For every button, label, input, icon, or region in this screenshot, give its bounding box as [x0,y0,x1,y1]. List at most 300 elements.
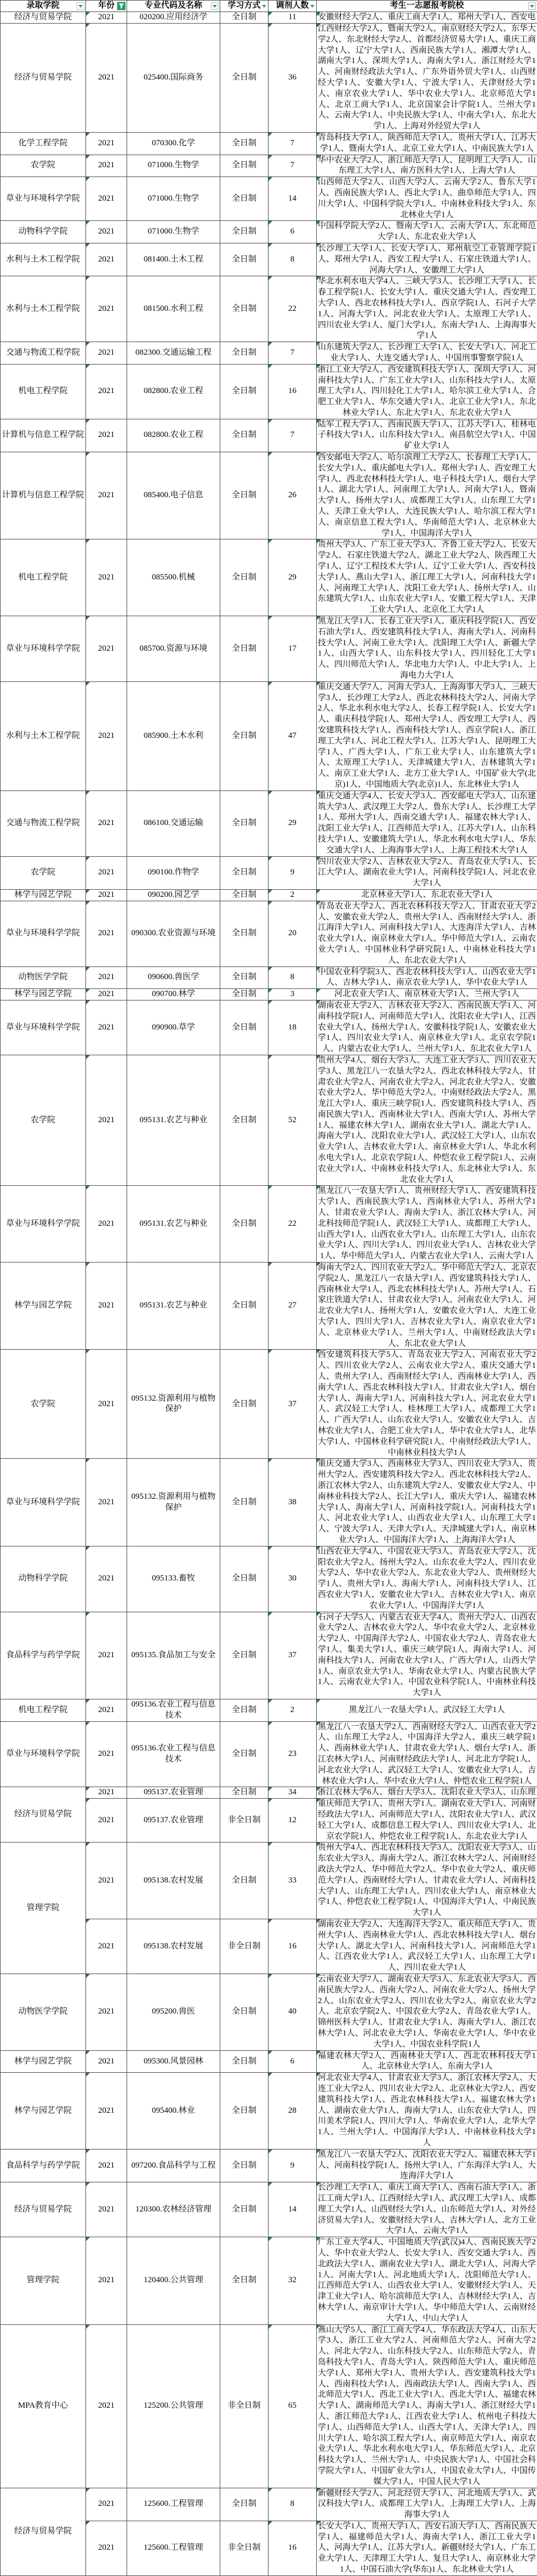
cell-corner-flag-icon [317,2521,321,2525]
column-header-label: 调剂人数 [276,1,309,10]
cell-college [1,1459,86,1546]
cell-year-text: 2021 [98,990,115,998]
cell-corner-flag-icon [317,989,321,993]
cell-year [86,132,127,155]
cell-corner-flag-icon [317,2237,321,2241]
cell-college [1,1000,86,1055]
cell-year-text: 2021 [98,2161,115,2170]
cell-major-code-name-text: 081400.土木工程 [144,255,203,264]
column-header-label: 学习方式 [227,1,260,10]
cell-college [1,419,86,452]
cell-transfer-count-text: 26 [288,491,296,499]
cell-major-code-name [127,1787,220,1799]
cell-transfer-count [268,1721,317,1787]
cell-first-choice-schools [317,791,537,856]
cell-corner-flag-icon [86,2051,90,2055]
cell-college-text: MPA教育中心 [18,2401,68,2410]
cell-major-code-name-text: 125200.公共管理 [144,2401,203,2410]
cell-year [86,1186,127,1263]
cell-study-mode [220,155,268,177]
cell-college-text: 化学工程学院 [18,139,67,147]
cell-transfer-count [268,2488,317,2521]
cell-corner-flag-icon [86,791,90,795]
cell-corner-flag-icon [317,2488,321,2492]
cell-year-text: 2021 [98,2057,115,2066]
cell-corner-flag-icon [268,1459,272,1463]
cell-transfer-count-text: 22 [288,304,296,313]
cell-first-choice-schools-text: 山西农业大学4人、中国农业大学3人、青岛农业大学2人、沈阳农业大学2人、扬州大学2人、山东农业大学2人、四川农业大学2人、华中农业大学2人、东北农业大学2人、贵州财经大学1人、贵州大学1人、海南大学1人、河南科技大学1人、江西农业大学1人、安徽农业大学1人、吉林农业大学1人、南京农业大学1人、中国海洋大学1人 [318,1547,536,1610]
cell-first-choice-schools-text: 中国科学院大学2人、暨南大学1人、云南大学1人、东北师范大学1人、东北农业大学1人 [318,221,536,241]
cell-corner-flag-icon [268,890,272,894]
cell-first-choice-schools [317,364,537,419]
cell-college-text: 农学院 [31,868,55,877]
table-row [1,419,537,452]
cell-college-text: 农学院 [31,161,55,169]
cell-year [86,2521,127,2575]
cell-corner-flag-icon [86,2237,90,2241]
cell-year-text: 2021 [98,255,115,264]
cell-major-code-name [127,1055,220,1186]
cell-year [86,1459,127,1546]
cell-year-text: 2021 [98,731,115,740]
cell-transfer-count [268,1000,317,1055]
table-row [1,177,537,221]
cell-year-text: 2021 [98,13,115,21]
cell-college [1,1546,86,1612]
cell-study-mode [220,1350,268,1459]
cell-study-mode [220,2050,268,2073]
cell-corner-flag-icon [86,1546,90,1550]
table-row [1,452,537,539]
chevron-down-icon [310,5,315,8]
cell-study-mode [220,419,268,452]
cell-study-mode-text: 全日制 [232,1788,256,1796]
cell-major-code-name-text: 025400.国际商务 [144,73,203,82]
cell-year [86,1546,127,1612]
cell-corner-flag-icon [268,1000,272,1004]
cell-year [86,1799,127,1843]
cell-year [86,1699,127,1721]
cell-year [86,616,127,682]
cell-study-mode-text: 全日制 [232,2106,256,2115]
cell-first-choice-schools [317,2073,537,2149]
cell-major-code-name-text: 070300.化学 [152,139,195,147]
cell-major-code-name-text: 125600.工程管理 [144,2543,203,2552]
cell-major-code-name-text: 095135.食品加工与安全 [132,1651,216,1659]
cell-year [86,791,127,856]
cell-year-text: 2021 [98,818,115,827]
cell-college-text: 水利与土木工程学院 [6,731,80,740]
cell-corner-flag-icon [317,1546,321,1550]
cell-first-choice-schools-text: 长沙理工大学1人、长安大学1人、郑州航空工业管理学院1人、郑州大学1人、西安工程大学1人、石家庄铁道大学1人、河海大学1人、安徽理工大学1人 [318,244,536,275]
cell-corner-flag-icon [268,791,272,795]
cell-corner-flag-icon [317,2182,321,2186]
cell-study-mode-text: 全日制 [232,573,256,582]
cell-college-text: 机电工程学院 [18,1705,67,1714]
cell-corner-flag-icon [268,1919,272,1923]
cell-study-mode-text: 全日制 [232,139,256,147]
cell-first-choice-schools-text: 石河子大学5人、内蒙古农业大学4人、贵州大学2人、山西农业大学2人、吉林农业大学2人、华中农业大学2人、北京林业大学2人、中国海洋大学2人、中国农业大学2人、青岛农业大学1人、集美大学1人、重庆三峡学院1人、海南大学1人、河南科技大学1人、河南农业大学1人、广西大学1人、山西大学1人、南京农业大学1人、华南农业大学1人、内蒙古民族大学1人、云南农业大学1人、中国农业科学院1人、中南林业科技大学1人 [318,1613,536,1698]
cell-college-text: 计算机与信息工程学院 [2,430,84,439]
cell-corner-flag-icon [268,1799,272,1802]
table-row [1,539,537,616]
cell-college-text: 草业与环境科学学院 [6,1749,80,1758]
cell-transfer-count-text: 18 [288,1023,296,1032]
cell-first-choice-schools-text: 广东工业大学4人、中国地质大学(武汉)4人、西南民族大学2人、华中农业大学2人、长安大学1人、西安交通大学1人、西北政法大学1人、湖南农业大学1人、湖北大学1人、河海大学1人、河南大学1人、河北地质大学1人、沈阳师范大学1人、江西师范大学1人、山西农业大学1人、安徽财经大学1人、天津工业大学1人、哈尔滨师范大学1人、吉林财经大学1人、吉林大学1人、南京审计大学1人、华中师范大学1人、云南财经大学1人、中山大学1人 [318,2238,536,2323]
cell-first-choice-schools [317,132,537,155]
cell-college [1,681,86,791]
filter-dropdown-icon[interactable] [77,2,84,10]
cell-college-text: 动物医学学院 [18,973,67,981]
table-row [1,1350,537,1459]
cell-major-code-name [127,276,220,342]
cell-corner-flag-icon [317,1699,321,1703]
cell-study-mode-text: 全日制 [232,491,256,499]
cell-study-mode-text: 全日制 [232,868,256,877]
cell-first-choice-schools [317,1055,537,1186]
cell-study-mode-text: 全日制 [232,386,256,395]
cell-major-code-name [127,539,220,616]
cell-year-text: 2021 [98,227,115,236]
cell-corner-flag-icon [86,2325,90,2329]
cell-first-choice-schools-text: 西安邮电大学2人、哈尔滨理工大学2人、长春理工大学1人、长安大学1人、重庆邮电大学1人、郑州大学1人、西安理工大学1人、西北农林科技大学1人、电子科技大学1人、烟台大学1人、湖北大学1人、河南理工大学1人、河南大学1人、暨南大学1人、扬州大学1人、成都理工大学1人、山东理工大学1人、天津工业大学1人、大连民族大学1人、哈尔滨工程大学1人、南京信息工程大学1人、华南师范大学1人、北京林业大学1人、中国海洋大学1人 [318,453,536,538]
cell-first-choice-schools-text: 安徽财经大学2人、重庆工商大学1人、郑州大学1人、西安电 [318,13,536,21]
cell-transfer-count-text: 8 [290,973,295,981]
cell-major-code-name [127,681,220,791]
cell-major-code-name-text: 095300.风景园林 [144,2057,203,2066]
cell-transfer-count-text: 29 [288,818,296,827]
cell-year-text: 2021 [98,1400,115,1408]
cell-year-text: 2021 [98,929,115,937]
cell-transfer-count [268,791,317,856]
cell-college-text: 经济与贸易学院 [14,2527,72,2535]
cell-college [1,155,86,177]
cell-corner-flag-icon [317,24,321,27]
cell-corner-flag-icon [268,12,272,16]
cell-corner-flag-icon [86,365,90,368]
cell-transfer-count-text: 34 [288,1788,296,1796]
cell-major-code-name [127,616,220,682]
cell-corner-flag-icon [86,452,90,456]
column-header-5 [268,1,317,12]
cell-study-mode [220,177,268,221]
cell-study-mode [220,1546,268,1612]
cell-study-mode-text: 全日制 [232,1749,256,1758]
cell-year [86,1612,127,1699]
cell-transfer-count-text: 22 [288,1219,296,1228]
cell-corner-flag-icon [86,12,90,16]
cell-first-choice-schools [317,2324,537,2488]
cell-study-mode-text: 全日制 [232,1400,256,1408]
cell-year [86,681,127,791]
cell-major-code-name-text: 081500.水利工程 [144,304,203,313]
cell-study-mode [220,2149,268,2182]
cell-transfer-count [268,342,317,365]
cell-corner-flag-icon [268,419,272,423]
cell-study-mode [220,24,268,133]
cell-corner-flag-icon [317,2149,321,2153]
cell-corner-flag-icon [86,133,90,137]
cell-corner-flag-icon [86,890,90,894]
cell-study-mode-text: 全日制 [232,348,256,357]
cell-transfer-count-text: 2 [290,890,295,899]
filter-dropdown-icon[interactable] [528,2,536,10]
cell-first-choice-schools [317,2521,537,2575]
cell-first-choice-schools-text: 贵州大学4人、烟台大学3人、大连工业大学3人、四川农业大学3人、黑龙江八一农垦大学2人、西北农林科技大学2人、甘肃农业大学2人、河南农业大学2人、河北农业大学2人、安徽农业大学2人、华中师范大学2人、中南财经政法大学2人、黑龙江大学1人、重庆三峡学院1人、西安建筑科技大学1人、西南民族大学1人、西南林业大学1人、西南大学1人、苏州大学1人、福建农林大学1人、湖南农业大学1人、湖北大学1人、海南大学1人、沈阳农业大学1人、武汉轻工大学1人、山东农业大学1人、吉林农业大学1人、南京林业大学1人、华北水利水电大学1人、北京农学院1人、仲恺农业工程学院1人、云南农业大学1人、中南林业科技大学1人、东北林业大学1人、东北农业大学1人 [318,1056,536,1184]
cell-major-code-name [127,155,220,177]
cell-first-choice-schools [317,2237,537,2324]
table-row [1,1843,537,1919]
cell-first-choice-schools-text: 贵州大学3人、广东工业大学3人、齐鲁工业大学2人、长安大学2人、石家庄铁道大学2人、湖北工业大学2人、陕西理工大学1人、辽宁工程技术大学1人、辽宁工业大学1人、西安科技大学1人、燕山大学1人、浙江理工大学1人、河南科技大学1人、河南理工大学1人、沈阳工业大学1人、扬州大学1人、山东建筑大学1人、山东农业大学1人、安徽工程大学1人、天津工业大学1人、北京化工大学1人 [318,540,536,614]
filter-dropdown-icon[interactable] [309,3,316,9]
cell-major-code-name-text: 095138.农村发展 [144,1876,203,1885]
cell-transfer-count [268,2324,317,2488]
cell-transfer-count-text: 37 [288,1400,296,1408]
cell-college-text: 动物科学学院 [18,227,67,236]
cell-study-mode-text: 全日制 [232,818,256,827]
cell-transfer-count [268,155,317,177]
table-row [1,132,537,155]
cell-transfer-count [268,616,317,682]
cell-study-mode-text: 全日制 [232,890,256,899]
cell-corner-flag-icon [86,1055,90,1059]
table-row [1,1974,537,2051]
cell-first-choice-schools [317,616,537,682]
active-filter-funnel-icon[interactable] [117,2,125,10]
cell-transfer-count-text: 33 [288,1876,296,1885]
cell-year [86,2182,127,2237]
cell-major-code-name-text: 071000.生物学 [148,227,199,236]
cell-first-choice-schools-text: 山东建筑大学2人、长沙理工大学1人、长安大学1人、河北工业大学1人、大连交通大学1人、中国刑事警察学院1人 [318,343,536,362]
cell-college-text: 交通与物流工程学院 [6,348,80,357]
cell-major-code-name [127,1350,220,1459]
cell-college [1,342,86,365]
cell-transfer-count-text: 38 [288,1498,296,1506]
cell-first-choice-schools [317,1799,537,1843]
cell-corner-flag-icon [268,1612,272,1616]
cell-college-text: 林学与园艺学院 [14,1301,72,1310]
cell-study-mode [220,276,268,342]
cell-study-mode [220,681,268,791]
cell-corner-flag-icon [86,24,90,27]
cell-corner-flag-icon [268,1546,272,1550]
cell-year [86,1721,127,1787]
cell-corner-flag-icon [268,616,272,620]
cell-first-choice-schools [317,177,537,221]
cell-college [1,2488,86,2575]
cell-transfer-count [268,132,317,155]
cell-corner-flag-icon [317,1186,321,1190]
cell-college [1,2050,86,2073]
cell-college-text: 水利与土木工程学院 [6,304,80,313]
cell-first-choice-schools-text: 青岛农业大学2人、西北农林科技大学2人、甘肃农业大学2人、安徽农业大学2人、贵州大学1人、西南财经大学1人、浙江海洋大学1人、河南科技大学1人、大连海洋大学1人、吉林农业大学1人、南京林业大学1人、华中师范大学1人、云南农业大学1人、中国林业科学研究院1人、中南林业科技大学1人、东北农业大学1人 [318,902,536,965]
cell-transfer-count-text: 11 [288,13,296,21]
cell-corner-flag-icon [317,365,321,368]
cell-corner-flag-icon [268,1843,272,1846]
cell-first-choice-schools [317,856,537,889]
cell-study-mode-text: 全日制 [232,1574,256,1583]
cell-major-code-name-text: 120300.农林经济管理 [135,2205,212,2214]
cell-transfer-count-text: 2 [290,1705,295,1714]
cell-first-choice-schools-text: 湖南农业大学2人、吉林农业大学2人、西南民族大学1人、河南科技学院1人、河南师范大学1人、沈阳农业大学1人、江西农业大学1人、扬州大学1人、安徽科技学院1人、安徽农业大学1人、四川农业大学1人、南京林业大学1人、北京农学院1人、内蒙古农业大学1人、兰州大学1人、东北农业大学1人 [318,1001,536,1053]
cell-transfer-count [268,1186,317,1263]
cell-year-text: 2021 [98,1705,115,1714]
cell-transfer-count [268,2050,317,2073]
cell-major-code-name-text: 095136.农业工程与信息技术 [132,1744,216,1764]
cell-college-text: 草业与环境科学学院 [6,1219,80,1228]
cell-corner-flag-icon [317,1787,321,1791]
cell-major-code-name-text: 085500.机械 [152,573,195,582]
cell-corner-flag-icon [268,276,272,280]
cell-year-text: 2021 [98,1651,115,1659]
table-row [1,1263,537,1350]
cell-study-mode-text: 非全日制 [227,1942,260,1951]
cell-corner-flag-icon [317,1722,321,1726]
cell-college-text: 机电工程学院 [18,573,67,582]
cell-study-mode-text: 全日制 [232,1651,256,1659]
cell-transfer-count [268,364,317,419]
cell-corner-flag-icon [268,1722,272,1726]
cell-major-code-name-text: 095131.农艺与种业 [140,1301,208,1310]
cell-corner-flag-icon [317,1055,321,1059]
cell-year [86,2324,127,2488]
cell-major-code-name [127,1699,220,1721]
cell-transfer-count [268,12,317,24]
table-row [1,2149,537,2182]
cell-year-text: 2021 [98,890,115,899]
table-row [1,2182,537,2237]
table-row [1,342,537,365]
filter-dropdown-icon[interactable] [261,3,267,9]
cell-first-choice-schools-text: 黑龙江八一农垦大学1人、武汉轻工大学1人 [349,1705,505,1714]
cell-first-choice-schools-text: 华北水利水电大学4人、三峡大学3人、长沙理工大学1人、长春工程学院1人、长安大学1人、重庆交通大学1人、西安理工大学1人、西北农林科技大学1人、西京学院1人、石河子大学1人、河海大学1人、河北农业大学1人、太原理工大学1人、四川农业大学1人、厦门大学1人、东南大学1人、上海海事大学1人 [318,277,536,340]
cell-major-code-name-text: 090100.作物学 [148,868,199,877]
cell-major-code-name-text: 095133.畜牧 [152,1574,195,1583]
table-row [1,276,537,342]
cell-first-choice-schools [317,989,537,1000]
cell-first-choice-schools-text: 浙江农林大学6人、烟台大学3人、沈阳农业大学3人、山东理 [318,1788,536,1796]
cell-corner-flag-icon [268,1055,272,1059]
cell-first-choice-schools [317,452,537,539]
table-row [1,989,537,1000]
cell-major-code-name [127,2149,220,2182]
cell-corner-flag-icon [86,243,90,247]
cell-corner-flag-icon [317,1263,321,1266]
cell-first-choice-schools-text: 江西财经大学2人、暨南大学2人、南京财经大学2人、东华大学2人、东北财经大学2人、首都经济贸易大学1人、重庆工商大学1人、辽宁大学1人、西南民族大学1人、湘潭大学1人、湖南大学1人、深圳大学1人、海南大学1人、浙江财经大学1人、河南财经政法大学1人、广东外语外贸大学1人、山西财经大学1人、安徽大学1人、宁波大学1人、天津财经大学1人、南京农业大学1人、华中农业大学1人、北京师范大学1人、北京工商大学1人、北京国家会计学院1人、兰州大学1人、云南大学1人、中央民族大学1人、中南大学1人、东北大学1人、上海对外经贸大学1人 [318,24,536,130]
cell-year-text: 2021 [98,430,115,439]
cell-major-code-name-text: 095132.资源利用与植物保护 [132,1394,216,1414]
cell-first-choice-schools-text: 西安建筑科技大学5人、青岛农业大学2人、河南农业大学2人、四川农业大学2人、云南农业大学2人、重庆交通大学1人、贵州大学1人、西南财经大学1人、西南林业大学1人、西南大学1人、西北农林科技大学1人、甘肃农业大学1人、烟台大学1人、海南大学1人、河南科技大学1人、河北农业大学1人、武汉轻工大学1人、桂林理工大学1人、成都理工大学1人、广西大学1人、山东农业大学1人、安徽农业大学1人、吉林农业大学1人、合肥工业大学1人、华中农业大学1人、北华大学1人、中国林业科学研究院1人、中南财经政法大学1人、中南林业科技大学1人 [318,1350,536,1457]
cell-study-mode-text: 全日制 [232,1876,256,1885]
cell-college [1,2182,86,2237]
cell-study-mode-text: 全日制 [232,731,256,740]
cell-year-text: 2021 [98,1816,115,1824]
cell-transfer-count-text: 7 [290,139,295,147]
cell-major-code-name-text: 085700.资源与环境 [140,644,208,653]
cell-college-text: 食品科学与药学学院 [6,1651,80,1659]
cell-college-text: 农学院 [31,1400,55,1408]
cell-year-text: 2021 [98,2007,115,2016]
table-header-row [1,1,537,12]
cell-year [86,221,127,243]
cell-corner-flag-icon [268,2149,272,2153]
cell-first-choice-schools-text: 黑龙江八一农垦大学2人、沈阳农业大学2人、福建农林大学1人、河南科技学院1人、扬州大学1人、广东海洋大学1人、大连海洋大学1人 [318,2150,536,2181]
cell-first-choice-schools [317,966,537,989]
cell-major-code-name [127,966,220,989]
cell-corner-flag-icon [268,2325,272,2329]
cell-corner-flag-icon [268,1186,272,1190]
cell-study-mode-text: 全日制 [232,1301,256,1310]
table-row [1,889,537,901]
cell-corner-flag-icon [268,177,272,181]
cell-year [86,342,127,365]
cell-corner-flag-icon [268,682,272,686]
cell-first-choice-schools [317,1721,537,1787]
cell-first-choice-schools [317,2149,537,2182]
cell-transfer-count-text: 9 [290,2161,295,2170]
cell-first-choice-schools [317,901,537,966]
cell-transfer-count-text: 12 [288,1816,296,1824]
cell-college [1,889,86,901]
cell-college [1,12,86,24]
cell-first-choice-schools-text: 河北农业大学1人、南京林业大学1人、兰州大学1人 [334,990,519,998]
cell-year-text: 2021 [98,1574,115,1583]
cell-study-mode [220,243,268,276]
cell-major-code-name [127,1000,220,1055]
cell-first-choice-schools [317,419,537,452]
cell-transfer-count-text: 17 [288,644,296,653]
cell-year-text: 2021 [98,2106,115,2115]
cell-college [1,901,86,966]
table-row [1,1721,537,1787]
cell-major-code-name-text: 095132.资源利用与植物保护 [132,1492,216,1512]
table-row [1,1000,537,1055]
cell-study-mode-text: 全日制 [232,13,256,21]
cell-study-mode-text: 全日制 [232,1023,256,1032]
cell-major-code-name [127,989,220,1000]
cell-major-code-name [127,856,220,889]
cell-year [86,1263,127,1350]
cell-college [1,2324,86,2488]
cell-transfer-count [268,2182,317,2237]
cell-study-mode [220,2324,268,2488]
cell-transfer-count-text: 28 [288,2106,296,2115]
cell-corner-flag-icon [86,1787,90,1791]
cell-corner-flag-icon [86,1186,90,1190]
cell-major-code-name-text: 085900.土木水利 [144,731,203,740]
filter-dropdown-icon[interactable] [211,2,219,10]
cell-year [86,12,127,24]
cell-transfer-count [268,1350,317,1459]
cell-corner-flag-icon [317,616,321,620]
cell-major-code-name-text: 095200.兽医 [152,2007,195,2016]
cell-study-mode [220,1000,268,1055]
cell-transfer-count [268,1459,317,1546]
cell-first-choice-schools-text: 湖南农业大学2人、大连海洋大学2人、重庆师范大学1人、贵州大学1人、西南林业大学1人、西北农林科技大学1人、烟台大学1人、湖北大学1人、河南科技大学1人、河南师范大学1人、江西农业大学1人、武汉轻工大学1人、山东理工大学1人、四川农业大学1人 [318,1920,536,1972]
cell-corner-flag-icon [317,1843,321,1846]
cell-study-mode [220,1919,268,1974]
cell-corner-flag-icon [268,2237,272,2241]
cell-year-text: 2021 [98,1023,115,1032]
cell-corner-flag-icon [268,2051,272,2055]
cell-corner-flag-icon [86,2182,90,2186]
cell-major-code-name-text: 095136.农业工程与信息技术 [132,1700,216,1720]
cell-first-choice-schools-text: 河北农业大学4人、甘肃农业大学3人、浙江农林大学2人、大连工业大学2人、四川农业大学2人、北京林业大学2人、西安建筑科技大学1人、西北农林科技大学1人、福建农林大学1人、湖南农业大学1人、海南大学1人、山东农业大学1人、四川美术学院1人、四川大学1人、华南农业大学1人、北华大学1人、兰州大学1人、中国海洋大学1人、中南林业科技大学1人 [318,2073,536,2147]
cell-corner-flag-icon [317,1350,321,1354]
cell-transfer-count-text: 16 [288,386,296,395]
cell-college-text: 农学院 [31,1116,55,1124]
cell-study-mode [220,1974,268,2051]
